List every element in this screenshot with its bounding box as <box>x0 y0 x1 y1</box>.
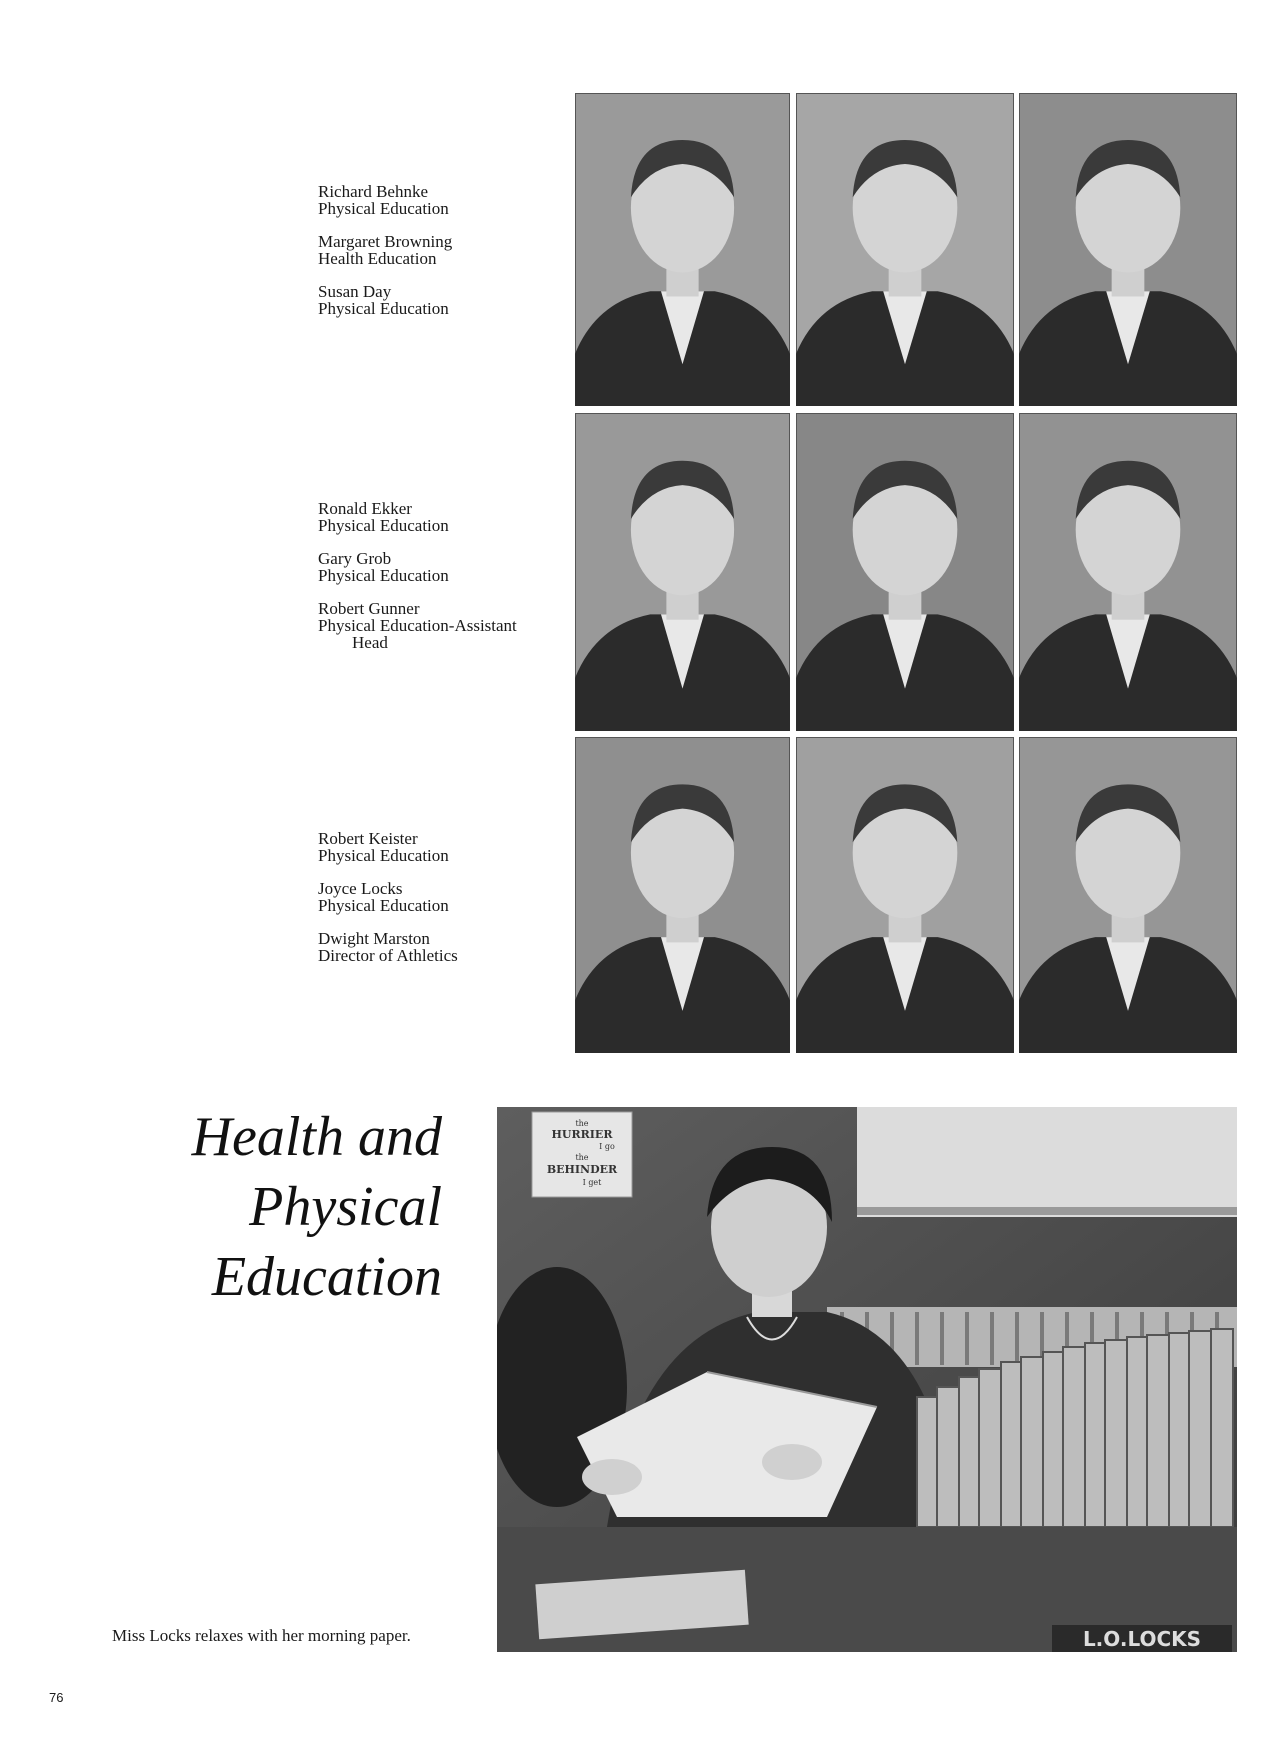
faculty-names-row-1 <box>318 183 452 333</box>
section-headline <box>192 1102 442 1312</box>
faculty-portrait-photo <box>1019 413 1237 731</box>
faculty-department-continued: Head <box>352 633 388 652</box>
portrait-silhouette <box>796 93 1014 406</box>
faculty-name: Robert Keister <box>318 829 418 848</box>
faculty-name: Dwight Marston <box>318 929 430 948</box>
faculty-department: Physical Education-Assistant <box>318 616 517 635</box>
sign-text: the <box>575 1153 589 1162</box>
faculty-entry <box>318 183 452 217</box>
faculty-entry <box>318 550 517 584</box>
faculty-portrait-photo <box>1019 737 1237 1053</box>
faculty-name: Ronald Ekker <box>318 499 412 518</box>
faculty-entry <box>318 830 458 864</box>
faculty-name: Robert Gunner <box>318 599 420 618</box>
faculty-name: Richard Behnke <box>318 182 428 201</box>
faculty-portrait-photo <box>1019 93 1237 406</box>
headline-line: Education <box>211 1246 442 1308</box>
faculty-portrait-photo <box>796 413 1014 731</box>
faculty-department: Physical Education <box>318 846 449 865</box>
headline-line: Health and <box>191 1106 442 1168</box>
faculty-portrait-photo <box>796 93 1014 406</box>
faculty-names-row-2 <box>318 500 517 667</box>
faculty-department: Physical Education <box>318 199 449 218</box>
faculty-entry <box>318 233 452 267</box>
nameplate-text: L.O.LOCKS <box>1082 1627 1202 1651</box>
photo-caption: Miss Locks relaxes with her morning paper. <box>112 1626 411 1645</box>
faculty-entry <box>318 283 452 317</box>
faculty-names-row-3 <box>318 830 458 980</box>
sign-text: BEHINDER <box>546 1163 618 1176</box>
faculty-portrait-photo <box>796 737 1014 1053</box>
faculty-department: Physical Education <box>318 299 449 318</box>
faculty-entry <box>318 500 517 534</box>
faculty-name: Susan Day <box>318 282 392 301</box>
faculty-portrait-photo <box>575 737 790 1053</box>
candid-photo-illustration <box>497 1107 1237 1652</box>
sign-text: I go <box>599 1142 615 1151</box>
portrait-silhouette <box>575 93 790 406</box>
faculty-name: Margaret Browning <box>318 232 453 251</box>
faculty-entry <box>318 600 517 651</box>
portrait-silhouette <box>796 413 1014 731</box>
sign-text: HURRIER <box>551 1128 613 1141</box>
portrait-silhouette <box>796 737 1014 1053</box>
sign-text: the <box>575 1119 589 1128</box>
faculty-portrait-photo <box>575 413 790 731</box>
faculty-name: Joyce Locks <box>318 879 403 898</box>
sign-text: I get <box>582 1178 602 1187</box>
portrait-silhouette <box>575 737 790 1053</box>
faculty-department: Health Education <box>318 249 437 268</box>
faculty-entry <box>318 930 458 964</box>
faculty-department: Physical Education <box>318 566 449 585</box>
portrait-silhouette <box>1019 413 1237 731</box>
page-number: 76 <box>49 1690 64 1705</box>
portrait-silhouette <box>1019 93 1237 406</box>
faculty-department: Director of Athletics <box>318 946 458 965</box>
faculty-portrait-photo <box>575 93 790 406</box>
faculty-department: Physical Education <box>318 516 449 535</box>
portrait-silhouette <box>575 413 790 731</box>
faculty-entry <box>318 880 458 914</box>
faculty-name: Gary Grob <box>318 549 392 568</box>
headline-line: Physical <box>249 1176 442 1238</box>
faculty-department: Physical Education <box>318 896 449 915</box>
candid-photo <box>497 1107 1237 1652</box>
portrait-silhouette <box>1019 737 1237 1053</box>
